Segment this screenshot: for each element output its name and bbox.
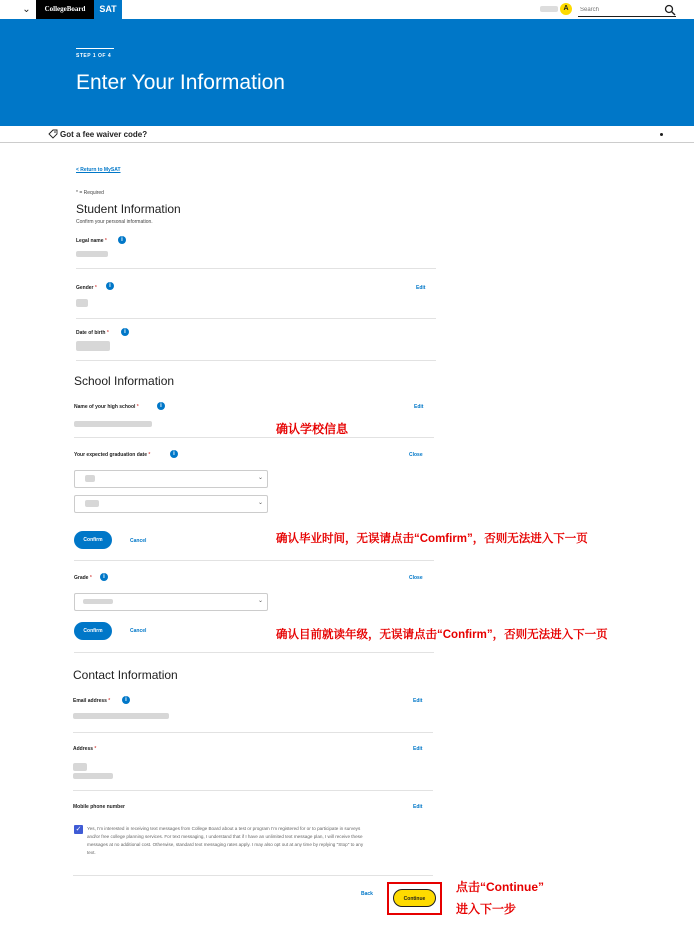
- chevron-down-icon: ⌄: [257, 598, 263, 604]
- grad-month-value-blurred: [85, 475, 95, 482]
- dob-label-text: Date of birth: [76, 330, 106, 336]
- sat-logo[interactable]: SAT: [94, 0, 122, 19]
- hero-banner: [0, 19, 694, 126]
- grade-label-text: Grade: [74, 575, 89, 581]
- email-info-icon[interactable]: i: [122, 696, 130, 704]
- step-divider: [76, 48, 114, 49]
- high-school-edit-link[interactable]: Edit: [414, 404, 424, 410]
- legal-name-value-blurred: [76, 251, 108, 257]
- grad-date-info-icon[interactable]: i: [170, 450, 178, 458]
- student-info-title: Student Information: [76, 202, 181, 216]
- consent-line-4: text.: [87, 850, 96, 855]
- mobile-label: Mobile phone number: [73, 804, 125, 810]
- grade-info-icon[interactable]: i: [100, 573, 108, 581]
- dob-label: Date of birth *: [76, 330, 109, 336]
- address-edit-link[interactable]: Edit: [413, 746, 423, 752]
- grad-month-select[interactable]: [74, 470, 268, 488]
- grad-confirm-button[interactable]: Confirm: [74, 531, 112, 549]
- continue-highlight-box: [387, 882, 442, 915]
- consent-line-2: and/or free college planning services. For text messaging, I understand that if I have an unlimited text message plan, I will receive these: [87, 834, 363, 839]
- grade-confirm-button[interactable]: Confirm: [74, 622, 112, 640]
- email-label-text: Email address: [73, 698, 107, 704]
- legal-name-info-icon[interactable]: i: [118, 236, 126, 244]
- continue-button[interactable]: Continue: [393, 889, 436, 907]
- back-button[interactable]: Back: [361, 891, 373, 897]
- address-label-text: Address: [73, 746, 94, 752]
- dob-info-icon[interactable]: i: [121, 328, 129, 336]
- legal-name-label: Legal name *: [76, 238, 107, 244]
- expand-dot-icon[interactable]: [660, 133, 663, 136]
- grad-date-label: Your expected graduation date *: [74, 452, 151, 458]
- email-value-blurred: [73, 713, 169, 719]
- divider: [76, 360, 436, 361]
- user-name-blurred: [540, 6, 558, 12]
- consent-line-1: Yes, I'm interested in receiving text messages from College Board about a test or program I'm registered for or to participate in surveys: [87, 826, 361, 831]
- annotation-school-info: 确认学校信息: [276, 422, 349, 436]
- gender-info-icon[interactable]: i: [106, 282, 114, 290]
- gender-label: Gender *: [76, 285, 97, 291]
- email-edit-link[interactable]: Edit: [413, 698, 423, 704]
- consent-line-3: messages at no additional cost. Otherwise, standard text messaging rates apply. I may also opt out at any time by replying "Stop" to any: [87, 842, 364, 847]
- grade-value-blurred: [83, 599, 113, 604]
- annotation-grad-confirm: 确认毕业时间，无误请点击“Comfirm”，否则无法进入下一页: [276, 533, 588, 545]
- gender-value-blurred: [76, 299, 88, 307]
- high-school-label-text: Name of your high school: [74, 404, 136, 410]
- dob-value-blurred: [76, 341, 110, 351]
- divider: [76, 268, 436, 269]
- high-school-info-icon[interactable]: i: [157, 402, 165, 410]
- grad-year-select[interactable]: [74, 495, 268, 513]
- divider: [74, 437, 434, 438]
- required-note: * = Required: [76, 190, 104, 196]
- search-box: [578, 4, 676, 17]
- address-label: Address *: [73, 746, 97, 752]
- contact-info-title: Contact Information: [73, 668, 178, 682]
- grade-select[interactable]: [74, 593, 268, 611]
- divider: [74, 560, 434, 561]
- grad-cancel-button[interactable]: Cancel: [130, 538, 147, 544]
- divider: [73, 875, 433, 876]
- grad-date-label-text: Your expected graduation date: [74, 452, 147, 458]
- chevron-down-icon: ⌄: [257, 500, 263, 506]
- email-label: Email address *: [73, 698, 111, 704]
- high-school-value-blurred: [74, 421, 152, 427]
- mobile-edit-link[interactable]: Edit: [413, 804, 423, 810]
- annotation-continue-line2: 进入下一步: [456, 902, 517, 916]
- address-line1-blurred: [73, 763, 87, 771]
- divider: [74, 652, 434, 653]
- search-icon[interactable]: [664, 4, 676, 16]
- grade-cancel-button[interactable]: Cancel: [130, 628, 147, 634]
- sms-consent-checkbox[interactable]: ✓: [75, 826, 82, 833]
- divider: [73, 732, 433, 733]
- page-title: Enter Your Information: [76, 71, 285, 94]
- fee-waiver-bar[interactable]: [0, 126, 694, 143]
- grade-close-link[interactable]: Close: [409, 575, 423, 581]
- annotation-grade-confirm: 确认目前就读年级，无误请点击“Confirm”，否则无法进入下一页: [276, 629, 608, 641]
- student-info-subtitle: Confirm your personal information.: [76, 219, 153, 225]
- address-line2-blurred: [73, 773, 113, 779]
- step-indicator: STEP 1 OF 4: [76, 53, 112, 59]
- top-nav-bar: [0, 0, 694, 20]
- user-avatar[interactable]: A: [560, 3, 572, 15]
- gender-edit-link[interactable]: Edit: [416, 285, 426, 291]
- menu-chevron-icon[interactable]: ⌄: [22, 4, 31, 15]
- divider: [73, 790, 433, 791]
- search-input[interactable]: [578, 4, 666, 16]
- collegeboard-logo[interactable]: CollegeBoard: [36, 0, 94, 19]
- grad-year-value-blurred: [85, 500, 99, 507]
- grad-date-close-link[interactable]: Close: [409, 452, 423, 458]
- grade-label: Grade *: [74, 575, 92, 581]
- fee-waiver-label[interactable]: Got a fee waiver code?: [60, 130, 148, 139]
- legal-name-label-text: Legal name: [76, 238, 104, 244]
- chevron-down-icon: ⌄: [257, 475, 263, 481]
- tag-icon: [48, 129, 58, 139]
- school-info-title: School Information: [74, 374, 175, 388]
- divider: [76, 318, 436, 319]
- annotation-continue-line1: 点击“Continue”: [456, 880, 544, 894]
- high-school-label: Name of your high school *: [74, 404, 139, 410]
- gender-label-text: Gender: [76, 285, 94, 291]
- return-to-mysat-link[interactable]: < Return to MySAT: [76, 167, 121, 173]
- sms-consent-text: [87, 825, 437, 857]
